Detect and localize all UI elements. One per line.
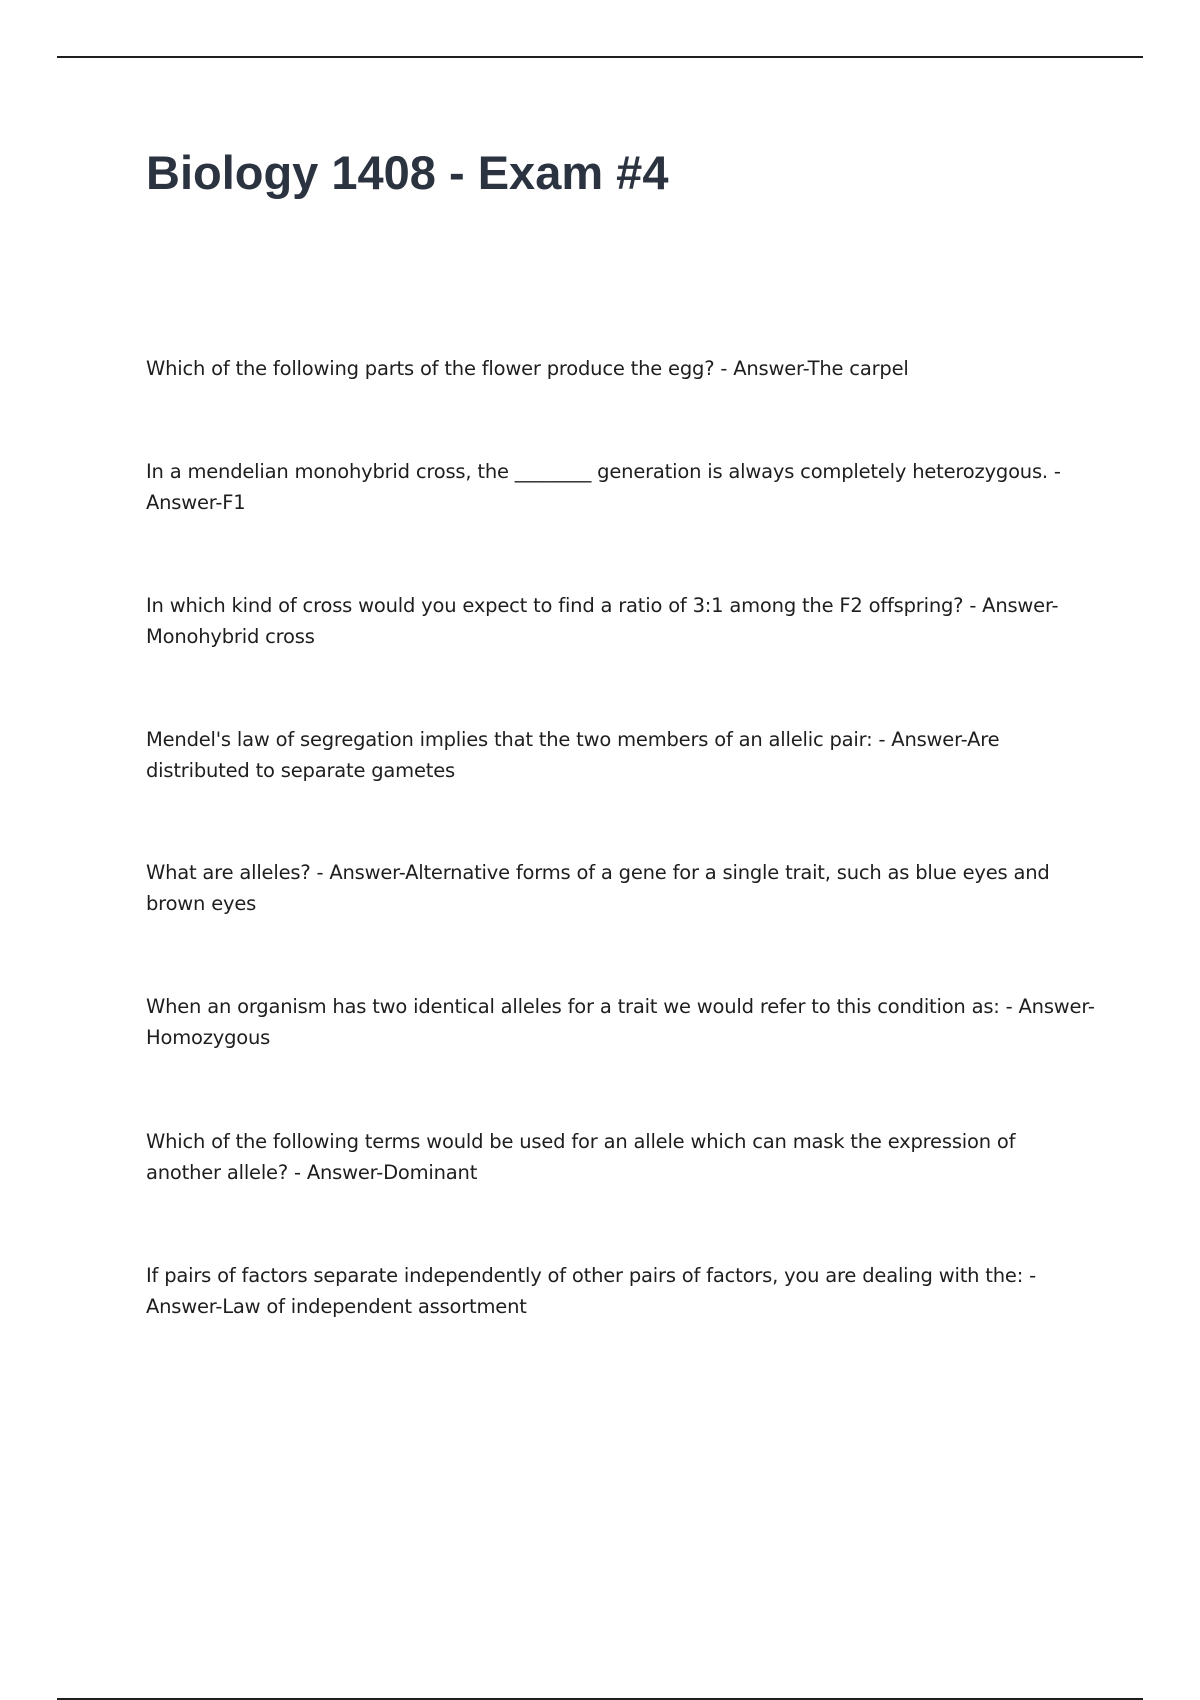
qa-item — [146, 724, 1096, 786]
answer-separator: - Answer- — [146, 460, 1061, 514]
qa-item — [146, 991, 1096, 1053]
answer-text: Are distributed to separate gametes — [146, 728, 1000, 782]
qa-item — [146, 857, 1096, 919]
qa-item — [146, 353, 1096, 384]
answer-text: Monohybrid cross — [146, 625, 315, 648]
answer-text: Homozygous — [146, 1026, 271, 1049]
answer-separator: - Answer- — [310, 861, 406, 884]
top-rule — [57, 56, 1143, 58]
question-text: Which of the following parts of the flower produce the egg? — [146, 357, 715, 380]
answer-text: The carpel — [807, 357, 909, 380]
answer-separator: - Answer- — [146, 1264, 1036, 1318]
question-text: Mendel's law of segregation implies that the two members of an allelic pair: — [146, 728, 873, 751]
question-text: If pairs of factors separate independently of other pairs of factors, you are dealing with the: — [146, 1264, 1024, 1287]
qa-item — [146, 1260, 1096, 1322]
answer-separator: - Answer- — [714, 357, 808, 380]
qa-item — [146, 1126, 1096, 1188]
answer-separator: - Answer- — [872, 728, 968, 751]
qa-item — [146, 456, 1096, 518]
answer-text: F1 — [222, 491, 246, 514]
question-text: In which kind of cross would you expect to find a ratio of 3:1 among the F2 offspring? — [146, 594, 964, 617]
answer-text: Alternative forms of a gene for a single trait, such as blue eyes and brown eyes — [146, 861, 1050, 915]
question-text: When an organism has two identical alleles for a trait we would refer to this condition as: — [146, 995, 1000, 1018]
answer-separator: - Answer- — [288, 1161, 384, 1184]
page-title: Biology 1408 - Exam #4 — [146, 146, 669, 199]
question-text: What are alleles? — [146, 861, 311, 884]
answer-text: Dominant — [383, 1161, 478, 1184]
question-text: Which of the following terms would be used for an allele which can mask the expression of another allele? — [146, 1130, 1016, 1184]
answer-text: Law of independent assortment — [222, 1295, 527, 1318]
answer-separator: - Answer- — [963, 594, 1059, 617]
question-text: In a mendelian monohybrid cross, the ________ generation is always completely heterozygous. — [146, 460, 1048, 483]
answer-separator: - Answer- — [999, 995, 1095, 1018]
qa-item — [146, 590, 1096, 652]
